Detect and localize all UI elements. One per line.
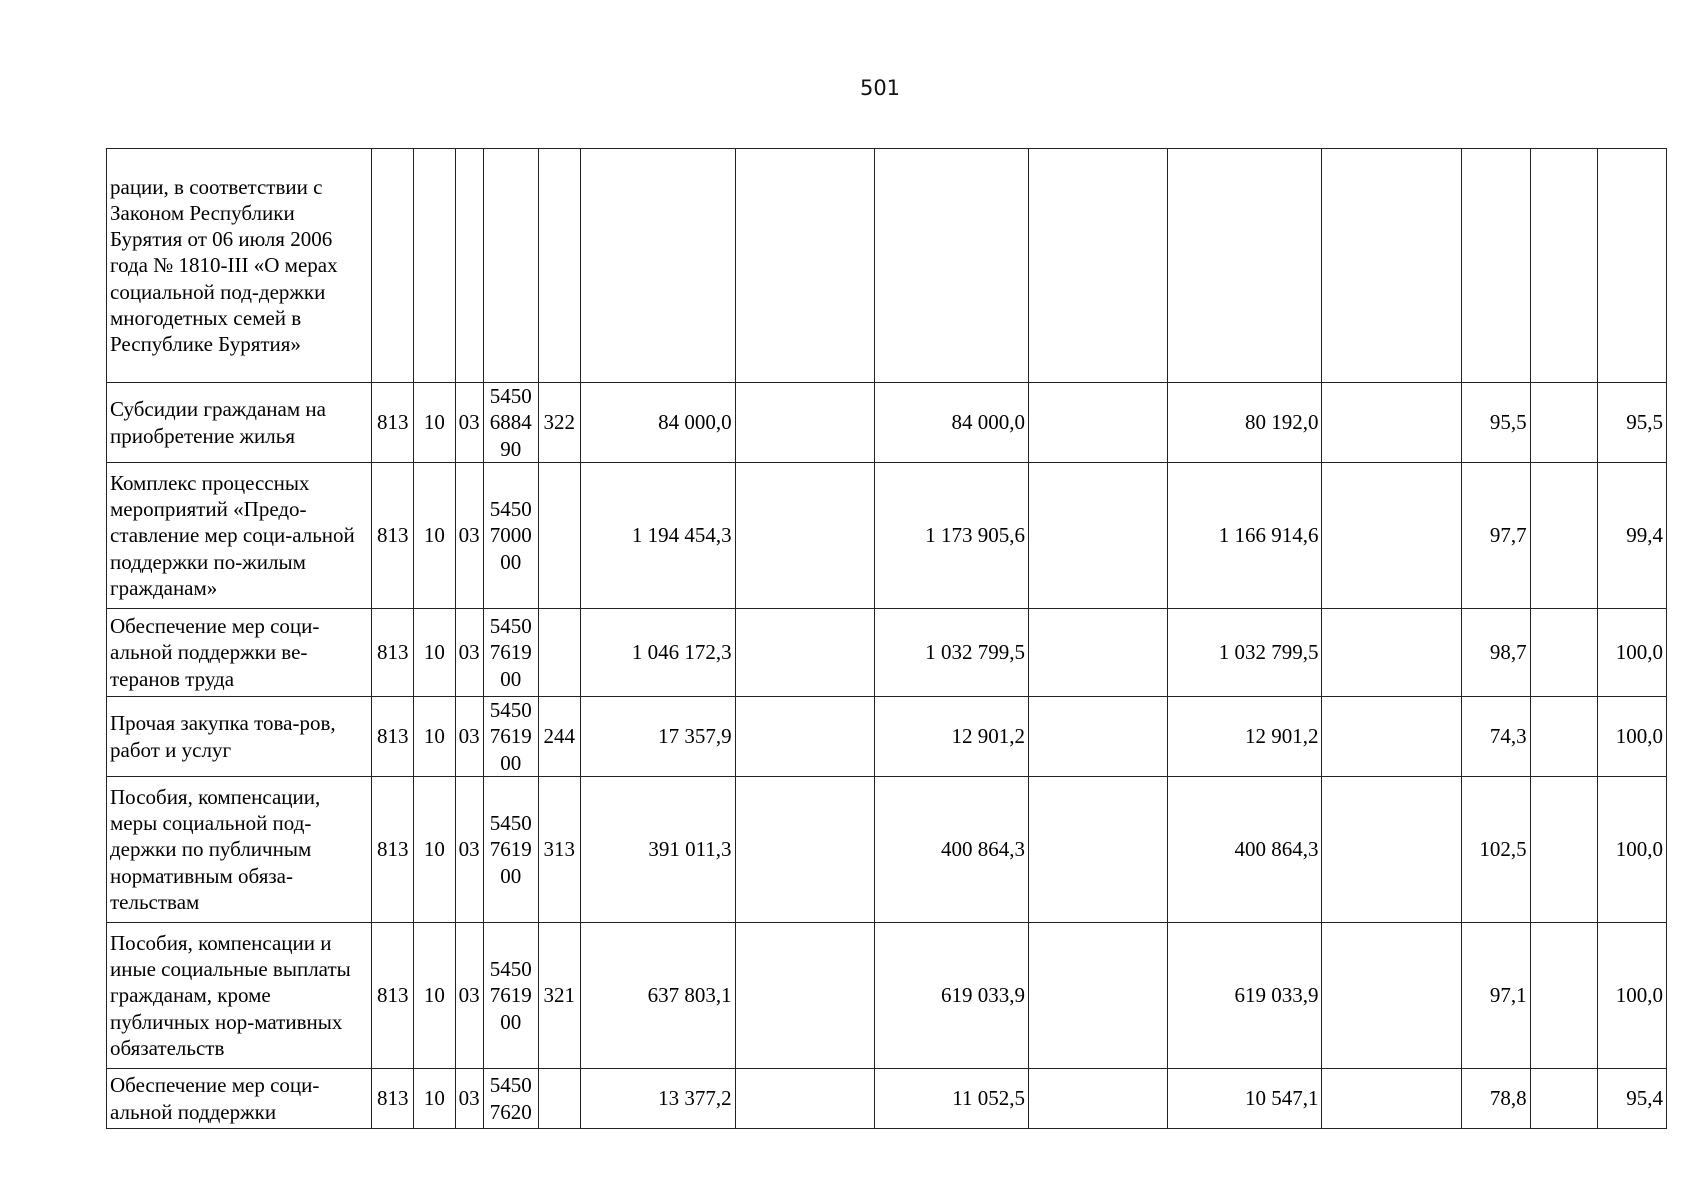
approved-amount-cell: 12 901,2 bbox=[875, 697, 1029, 777]
grbs-code-cell bbox=[372, 149, 414, 383]
program-name-cell: Субсидии гражданам на приобретение жилья bbox=[107, 383, 372, 463]
executed-amount-cell: 80 192,0 bbox=[1168, 383, 1322, 463]
subsection-code-cell: 03 bbox=[455, 1069, 483, 1129]
grbs-code-cell: 813 bbox=[372, 1069, 414, 1129]
percent-of-approved-cell: 100,0 bbox=[1598, 609, 1667, 697]
plan-amount-cell bbox=[580, 149, 735, 383]
approved-amount-cell: 1 173 905,6 bbox=[875, 463, 1029, 609]
program-name-cell: рации, в соответствии с Законом Республики Бурятия от 06 июля 2006 года № 1810-III «О мерах социальной под-держки многодетных семей в Республике Бурятия» bbox=[107, 149, 372, 383]
program-name-cell: Прочая закупка това-ров, работ и услуг bbox=[107, 697, 372, 777]
percent-of-approved-cell: 95,5 bbox=[1598, 383, 1667, 463]
empty-cell bbox=[1029, 609, 1168, 697]
percent-of-approved-cell: 99,4 bbox=[1598, 463, 1667, 609]
empty-cell bbox=[1029, 149, 1168, 383]
empty-cell bbox=[735, 697, 874, 777]
empty-cell bbox=[1530, 777, 1598, 923]
target-article-cell bbox=[483, 463, 538, 609]
empty-cell bbox=[1322, 1069, 1461, 1129]
empty-cell bbox=[1029, 923, 1168, 1069]
section-code-cell: 10 bbox=[414, 1069, 456, 1129]
empty-cell bbox=[735, 609, 874, 697]
program-name-cell: Комплекс процессных мероприятий «Предо-ставление мер соци-альной поддержки по-жилым гражданам» bbox=[107, 463, 372, 609]
table-row bbox=[107, 149, 1667, 383]
empty-cell bbox=[1530, 149, 1598, 383]
plan-amount-cell: 84 000,0 bbox=[580, 383, 735, 463]
empty-cell bbox=[735, 149, 874, 383]
target-article-part: 7620 bbox=[489, 1099, 532, 1124]
empty-cell bbox=[735, 923, 874, 1069]
empty-cell bbox=[735, 383, 874, 463]
percent-of-approved-cell: 100,0 bbox=[1598, 697, 1667, 777]
target-article-part: 90 bbox=[500, 436, 522, 461]
target-article-cell bbox=[483, 149, 538, 383]
target-article-part: 5450 bbox=[489, 698, 532, 723]
plan-amount-cell: 1 046 172,3 bbox=[580, 609, 735, 697]
percent-of-plan-cell bbox=[1461, 149, 1530, 383]
grbs-code-cell: 813 bbox=[372, 777, 414, 923]
empty-cell bbox=[1530, 1069, 1598, 1129]
section-code-cell: 10 bbox=[414, 697, 456, 777]
empty-cell bbox=[1530, 383, 1598, 463]
expense-type-cell: 322 bbox=[538, 383, 580, 463]
subsection-code-cell: 03 bbox=[455, 463, 483, 609]
plan-amount-cell: 391 011,3 bbox=[580, 777, 735, 923]
table-row bbox=[107, 697, 1667, 777]
empty-cell bbox=[1029, 697, 1168, 777]
grbs-code-cell: 813 bbox=[372, 697, 414, 777]
program-name-cell: Пособия, компенсации и иные социальные выплаты гражданам, кроме публичных нор-мативных обязательств bbox=[107, 923, 372, 1069]
budget-execution-table bbox=[106, 148, 1667, 1129]
percent-of-plan-cell: 95,5 bbox=[1461, 383, 1530, 463]
target-article-part: 5450 bbox=[489, 1073, 532, 1098]
plan-amount-cell: 17 357,9 bbox=[580, 697, 735, 777]
target-article-part: 00 bbox=[500, 863, 522, 888]
program-name-cell: Обеспечение мер соци-альной поддержки ве-теранов труда bbox=[107, 609, 372, 697]
target-article-part: 7000 bbox=[489, 523, 532, 548]
plan-amount-cell: 1 194 454,3 bbox=[580, 463, 735, 609]
approved-amount-cell: 84 000,0 bbox=[875, 383, 1029, 463]
empty-cell bbox=[1322, 777, 1461, 923]
percent-of-approved-cell bbox=[1598, 149, 1667, 383]
target-article-part: 7619 bbox=[489, 640, 532, 665]
executed-amount-cell: 1 166 914,6 bbox=[1168, 463, 1322, 609]
plan-amount-cell: 637 803,1 bbox=[580, 923, 735, 1069]
target-article-part: 7619 bbox=[489, 724, 532, 749]
percent-of-plan-cell: 97,1 bbox=[1461, 923, 1530, 1069]
executed-amount-cell: 12 901,2 bbox=[1168, 697, 1322, 777]
empty-cell bbox=[1322, 463, 1461, 609]
subsection-code-cell bbox=[455, 149, 483, 383]
percent-of-approved-cell: 95,4 bbox=[1598, 1069, 1667, 1129]
empty-cell bbox=[1530, 609, 1598, 697]
section-code-cell bbox=[414, 149, 456, 383]
subsection-code-cell: 03 bbox=[455, 923, 483, 1069]
target-article-part: 5450 bbox=[489, 957, 532, 982]
approved-amount-cell: 400 864,3 bbox=[875, 777, 1029, 923]
table-row bbox=[107, 777, 1667, 923]
target-article-part: 00 bbox=[500, 750, 522, 775]
table-row bbox=[107, 923, 1667, 1069]
empty-cell bbox=[1322, 383, 1461, 463]
program-name-cell: Пособия, компенсации, меры социальной под-держки по публичным нормативным обяза-тельствам bbox=[107, 777, 372, 923]
empty-cell bbox=[1029, 1069, 1168, 1129]
table-row bbox=[107, 463, 1667, 609]
percent-of-approved-cell: 100,0 bbox=[1598, 923, 1667, 1069]
grbs-code-cell: 813 bbox=[372, 609, 414, 697]
target-article-part: 00 bbox=[500, 666, 522, 691]
empty-cell bbox=[1530, 463, 1598, 609]
percent-of-approved-cell: 100,0 bbox=[1598, 777, 1667, 923]
subsection-code-cell: 03 bbox=[455, 383, 483, 463]
target-article-cell bbox=[483, 777, 538, 923]
expense-type-cell: 313 bbox=[538, 777, 580, 923]
expense-type-cell bbox=[538, 1069, 580, 1129]
empty-cell bbox=[1530, 923, 1598, 1069]
target-article-part: 6884 bbox=[489, 410, 532, 435]
program-name-cell: Обеспечение мер соци-альной поддержки bbox=[107, 1069, 372, 1129]
section-code-cell: 10 bbox=[414, 777, 456, 923]
empty-cell bbox=[735, 777, 874, 923]
target-article-part: 00 bbox=[500, 1009, 522, 1034]
empty-cell bbox=[1322, 609, 1461, 697]
approved-amount-cell bbox=[875, 149, 1029, 383]
subsection-code-cell: 03 bbox=[455, 777, 483, 923]
section-code-cell: 10 bbox=[414, 383, 456, 463]
percent-of-plan-cell: 102,5 bbox=[1461, 777, 1530, 923]
grbs-code-cell: 813 bbox=[372, 463, 414, 609]
expense-type-cell: 321 bbox=[538, 923, 580, 1069]
target-article-cell bbox=[483, 923, 538, 1069]
page-number: 501 bbox=[859, 76, 901, 100]
empty-cell bbox=[1029, 383, 1168, 463]
expense-type-cell bbox=[538, 149, 580, 383]
target-article-cell bbox=[483, 609, 538, 697]
empty-cell bbox=[1029, 777, 1168, 923]
target-article-part: 5450 bbox=[489, 384, 532, 409]
empty-cell bbox=[735, 1069, 874, 1129]
empty-cell bbox=[1322, 149, 1461, 383]
percent-of-plan-cell: 74,3 bbox=[1461, 697, 1530, 777]
target-article-part: 5450 bbox=[489, 811, 532, 836]
grbs-code-cell: 813 bbox=[372, 383, 414, 463]
grbs-code-cell: 813 bbox=[372, 923, 414, 1069]
target-article-part: 5450 bbox=[489, 614, 532, 639]
percent-of-plan-cell: 97,7 bbox=[1461, 463, 1530, 609]
empty-cell bbox=[1530, 697, 1598, 777]
approved-amount-cell: 1 032 799,5 bbox=[875, 609, 1029, 697]
target-article-cell bbox=[483, 383, 538, 463]
target-article-part: 5450 bbox=[489, 497, 532, 522]
section-code-cell: 10 bbox=[414, 463, 456, 609]
approved-amount-cell: 11 052,5 bbox=[875, 1069, 1029, 1129]
expense-type-cell: 244 bbox=[538, 697, 580, 777]
target-article-part: 7619 bbox=[489, 837, 532, 862]
executed-amount-cell: 1 032 799,5 bbox=[1168, 609, 1322, 697]
executed-amount-cell bbox=[1168, 149, 1322, 383]
approved-amount-cell: 619 033,9 bbox=[875, 923, 1029, 1069]
section-code-cell: 10 bbox=[414, 609, 456, 697]
target-article-cell bbox=[483, 1069, 538, 1129]
expense-type-cell bbox=[538, 463, 580, 609]
percent-of-plan-cell: 98,7 bbox=[1461, 609, 1530, 697]
empty-cell bbox=[735, 463, 874, 609]
executed-amount-cell: 619 033,9 bbox=[1168, 923, 1322, 1069]
expense-type-cell bbox=[538, 609, 580, 697]
percent-of-plan-cell: 78,8 bbox=[1461, 1069, 1530, 1129]
empty-cell bbox=[1322, 923, 1461, 1069]
empty-cell bbox=[1029, 463, 1168, 609]
target-article-part: 7619 bbox=[489, 983, 532, 1008]
section-code-cell: 10 bbox=[414, 923, 456, 1069]
table-row bbox=[107, 1069, 1667, 1129]
empty-cell bbox=[1322, 697, 1461, 777]
executed-amount-cell: 400 864,3 bbox=[1168, 777, 1322, 923]
subsection-code-cell: 03 bbox=[455, 697, 483, 777]
target-article-cell bbox=[483, 697, 538, 777]
executed-amount-cell: 10 547,1 bbox=[1168, 1069, 1322, 1129]
subsection-code-cell: 03 bbox=[455, 609, 483, 697]
plan-amount-cell: 13 377,2 bbox=[580, 1069, 735, 1129]
target-article-part: 00 bbox=[500, 549, 522, 574]
table-row bbox=[107, 383, 1667, 463]
table-row bbox=[107, 609, 1667, 697]
